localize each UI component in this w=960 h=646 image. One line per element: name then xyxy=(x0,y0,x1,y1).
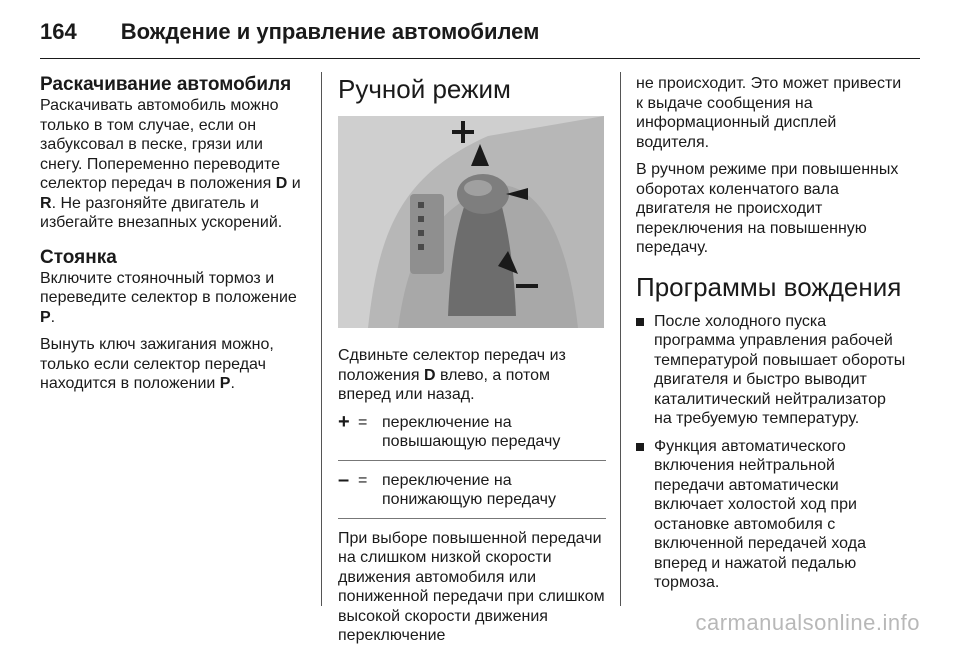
gear-r: R xyxy=(40,194,52,212)
minus-icon: – xyxy=(338,468,350,491)
legend-text: переключение на повышающую передачу xyxy=(382,413,561,450)
gear-d: D xyxy=(423,366,436,384)
equals-sign: = xyxy=(358,413,368,431)
legend-downshift xyxy=(338,468,606,510)
list-item xyxy=(636,312,906,429)
rocking-paragraph xyxy=(40,96,308,233)
column-1 xyxy=(40,74,308,402)
watermark: carmanualsonline.info xyxy=(695,610,920,635)
column-3 xyxy=(636,74,906,601)
column-divider-2 xyxy=(620,72,621,606)
list-item-text: После холодного пуска программа управления рабочей температурой повышает обороты двигателя и быстро выводит каталитический нейтрализатор на требуемую температуру. xyxy=(654,312,906,427)
parking-text-2-end: . xyxy=(230,375,235,392)
gear-selector-image xyxy=(338,116,604,328)
section-heading-manual-mode: Ручной режим xyxy=(338,74,511,104)
page-title: Вождение и управление автомобилем xyxy=(120,19,540,44)
manual-mode-intro xyxy=(338,346,606,405)
legend-upshift xyxy=(338,410,606,452)
header-rule xyxy=(40,58,920,59)
rocking-and: и xyxy=(287,175,301,192)
section-heading-rocking: Раскачивание автомобиля xyxy=(40,74,292,95)
parking-text-2: Вынуть ключ зажигания можно, только если селектор передач находится в положении xyxy=(40,336,274,392)
list-item-text: Функция автоматического включения нейтральной передачи автоматически включает холостой ход при остановке автомобиля с включенной передачей хода вперед и нажатой педалью тормоза. xyxy=(654,437,866,591)
column-2 xyxy=(338,74,606,646)
equals-sign: = xyxy=(358,471,368,489)
page-number: 164 xyxy=(40,19,77,44)
plus-icon: + xyxy=(338,410,350,433)
parking-paragraph-1 xyxy=(40,269,308,328)
intro-text: Сдвиньте селектор передач из положения xyxy=(338,347,566,384)
bullet-square-icon xyxy=(636,443,644,451)
legend-text: переключение на понижающую передачу xyxy=(382,471,556,508)
parking-text-1-end: . xyxy=(50,308,56,326)
continuation-paragraph: не происходит. Это может привести к выдаче сообщения на информационный дисплей водителя. xyxy=(636,75,902,151)
driving-programs-list xyxy=(636,312,906,593)
manual-mode-note: При выборе повышенной передачи на слишком низкой скорости движения автомобиля или пониженной передачи при слишком высокой скорости движения переключение xyxy=(338,529,605,644)
page-header xyxy=(40,12,539,52)
column-divider-1 xyxy=(321,72,322,606)
section-heading-driving-programs: Программы вождения xyxy=(636,271,902,302)
gear-p: P xyxy=(40,308,51,326)
gear-d: D xyxy=(275,175,288,192)
high-rpm-paragraph: В ручном режиме при повышенных оборотах коленчатого вала двигателя не происходит переключения на повышенную передачу. xyxy=(636,161,899,256)
intro-text-end: влево, а потом вперед или назад. xyxy=(338,366,551,403)
bullet-square-icon xyxy=(636,318,644,326)
legend-divider xyxy=(338,518,606,519)
parking-paragraph-2 xyxy=(40,335,308,394)
parking-text-1: Включите стояночный тормоз и переведите селектор в положение xyxy=(40,269,297,306)
rocking-text: Раскачивать автомобиль можно только в том случае, если он забуксовал в песке, грязи или снегу. Попеременно переводите селектор передач в положения xyxy=(40,97,281,192)
section-heading-parking: Стоянка xyxy=(40,246,117,268)
rocking-rest: . Не разгоняйте двигатель и избегайте внезапных ускорений. xyxy=(40,194,283,231)
gear-p: P xyxy=(219,375,231,392)
legend-divider xyxy=(338,460,606,461)
list-item xyxy=(636,437,906,593)
